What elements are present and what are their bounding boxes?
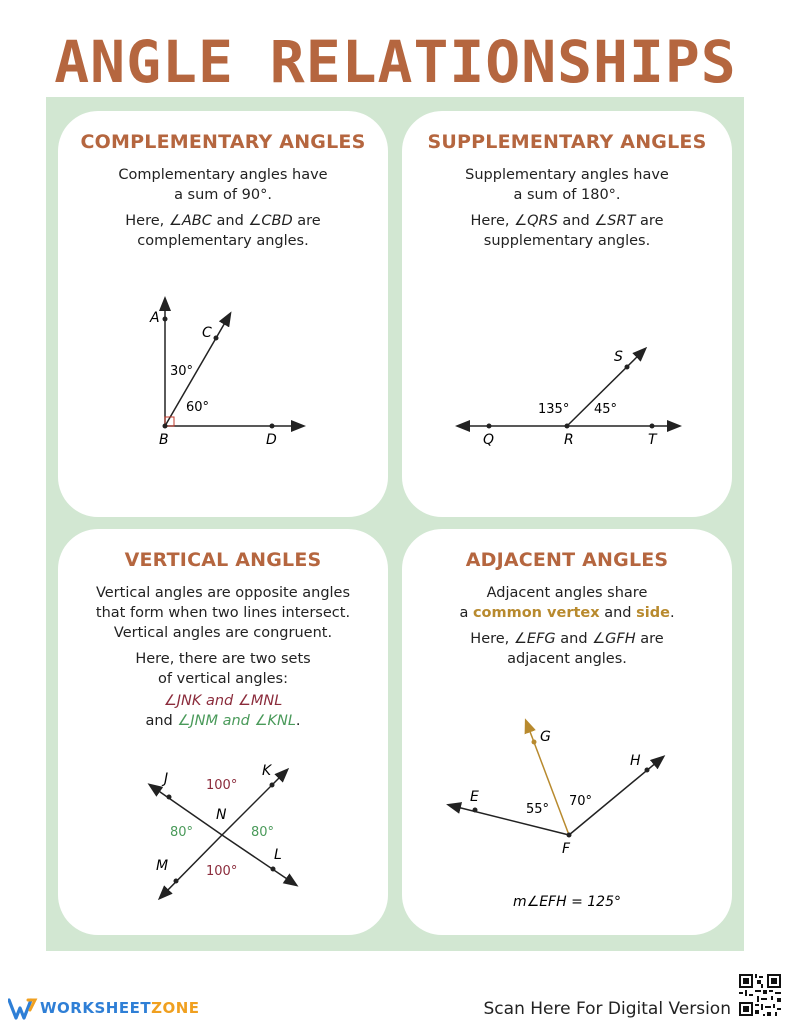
angle-pair-2: ∠JNM and ∠KNL xyxy=(177,713,296,729)
definition-line: Adjacent angles share xyxy=(486,585,648,601)
angle-measure-top: 100° xyxy=(206,778,238,793)
point-label-m: M xyxy=(156,858,169,874)
definition-line: Supplementary angles have xyxy=(465,167,669,183)
angle-label: ∠ABC xyxy=(168,213,212,229)
adjacent-example: Here, ∠EFG and ∠GFH are adjacent angles. xyxy=(402,629,732,669)
supplementary-diagram xyxy=(402,111,732,517)
angle-measure-30: 30° xyxy=(170,364,194,379)
definition-line: a sum of 180°. xyxy=(513,187,621,203)
supplementary-heading: SUPPLEMENTARY ANGLES xyxy=(427,131,707,153)
example-line: supplementary angles. xyxy=(483,233,651,249)
point-label-n: N xyxy=(216,807,227,823)
angle-measure-bottom: 100° xyxy=(206,864,238,879)
point-label-q: Q xyxy=(483,432,495,448)
content-panel xyxy=(46,97,744,951)
supplementary-card xyxy=(402,111,732,517)
definition-line: that form when two lines intersect. xyxy=(95,605,351,621)
example-line: of vertical angles: xyxy=(158,671,288,687)
point-label-c: C xyxy=(202,325,212,341)
point-label-e: E xyxy=(470,789,479,805)
adjacent-card xyxy=(402,529,732,935)
point-label-s: S xyxy=(614,349,623,365)
angle-measure-70: 70° xyxy=(569,794,593,809)
example-line: complementary angles. xyxy=(137,233,309,249)
point-label-k: K xyxy=(262,763,272,779)
angle-label: ∠QRS xyxy=(514,213,558,229)
complementary-heading: COMPLEMENTARY ANGLES xyxy=(80,131,366,153)
adjacent-diagram xyxy=(402,529,732,935)
angle-measure-right: 80° xyxy=(251,825,275,840)
worksheetzone-logo-icon xyxy=(8,996,38,1022)
complementary-card xyxy=(58,111,388,517)
definition-line: a sum of 90°. xyxy=(174,187,272,203)
scan-text: Scan Here For Digital Version xyxy=(483,999,731,1019)
point-label-l: L xyxy=(274,847,282,863)
angle-label: ∠SRT xyxy=(594,213,636,229)
side-highlight: side xyxy=(636,605,670,621)
vertical-example: Here, there are two sets of vertical angles: ∠JNK and ∠MNL and ∠JNM and ∠KNL. xyxy=(58,649,388,731)
vertical-card xyxy=(58,529,388,935)
angle-label: ∠CBD xyxy=(248,213,293,229)
page-title: ANGLE RELATIONSHIPS xyxy=(54,28,737,96)
complementary-diagram xyxy=(58,111,388,517)
angle-label: ∠EFG xyxy=(513,631,556,647)
angle-measure-45: 45° xyxy=(594,402,618,417)
angle-label: ∠GFH xyxy=(592,631,636,647)
point-label-r: R xyxy=(564,432,574,448)
angle-pair-1: ∠JNK and ∠MNL xyxy=(163,693,283,709)
definition-line: Complementary angles have xyxy=(118,167,328,183)
example-line: adjacent angles. xyxy=(507,651,627,667)
definition-line: Vertical angles are congruent. xyxy=(113,625,333,641)
adjacent-heading: ADJACENT ANGLES xyxy=(465,549,669,571)
point-label-t: T xyxy=(648,432,657,448)
complementary-example: Here, ∠ABC and ∠CBD are complementary angles. xyxy=(58,211,388,251)
point-label-f: F xyxy=(562,841,571,857)
angle-measure-60: 60° xyxy=(186,400,210,415)
angle-measure-55: 55° xyxy=(526,802,550,817)
common-vertex-highlight: common vertex xyxy=(472,605,600,621)
brand-logo-text: WORKSHEETZONE xyxy=(40,999,200,1017)
supplementary-example: Here, ∠QRS and ∠SRT are supplementary angles. xyxy=(402,211,732,251)
qr-code-icon[interactable] xyxy=(737,972,783,1018)
definition-line: Vertical angles are opposite angles xyxy=(95,585,351,601)
measure-equation: m∠EFH = 125° xyxy=(513,894,621,910)
angle-measure-left: 80° xyxy=(170,825,194,840)
vertical-diagram xyxy=(58,529,388,935)
vertical-heading: VERTICAL ANGLES xyxy=(124,549,322,571)
angle-measure-135: 135° xyxy=(538,402,570,417)
point-label-a: A xyxy=(150,310,160,326)
point-label-d: D xyxy=(266,432,277,448)
adjacent-definition: Adjacent angles share a common vertex and side. xyxy=(402,583,732,623)
example-line: Here, there are two sets xyxy=(135,651,311,667)
point-label-h: H xyxy=(630,753,641,769)
point-label-g: G xyxy=(540,729,551,745)
point-label-b: B xyxy=(159,432,169,448)
point-label-j: J xyxy=(164,771,169,787)
